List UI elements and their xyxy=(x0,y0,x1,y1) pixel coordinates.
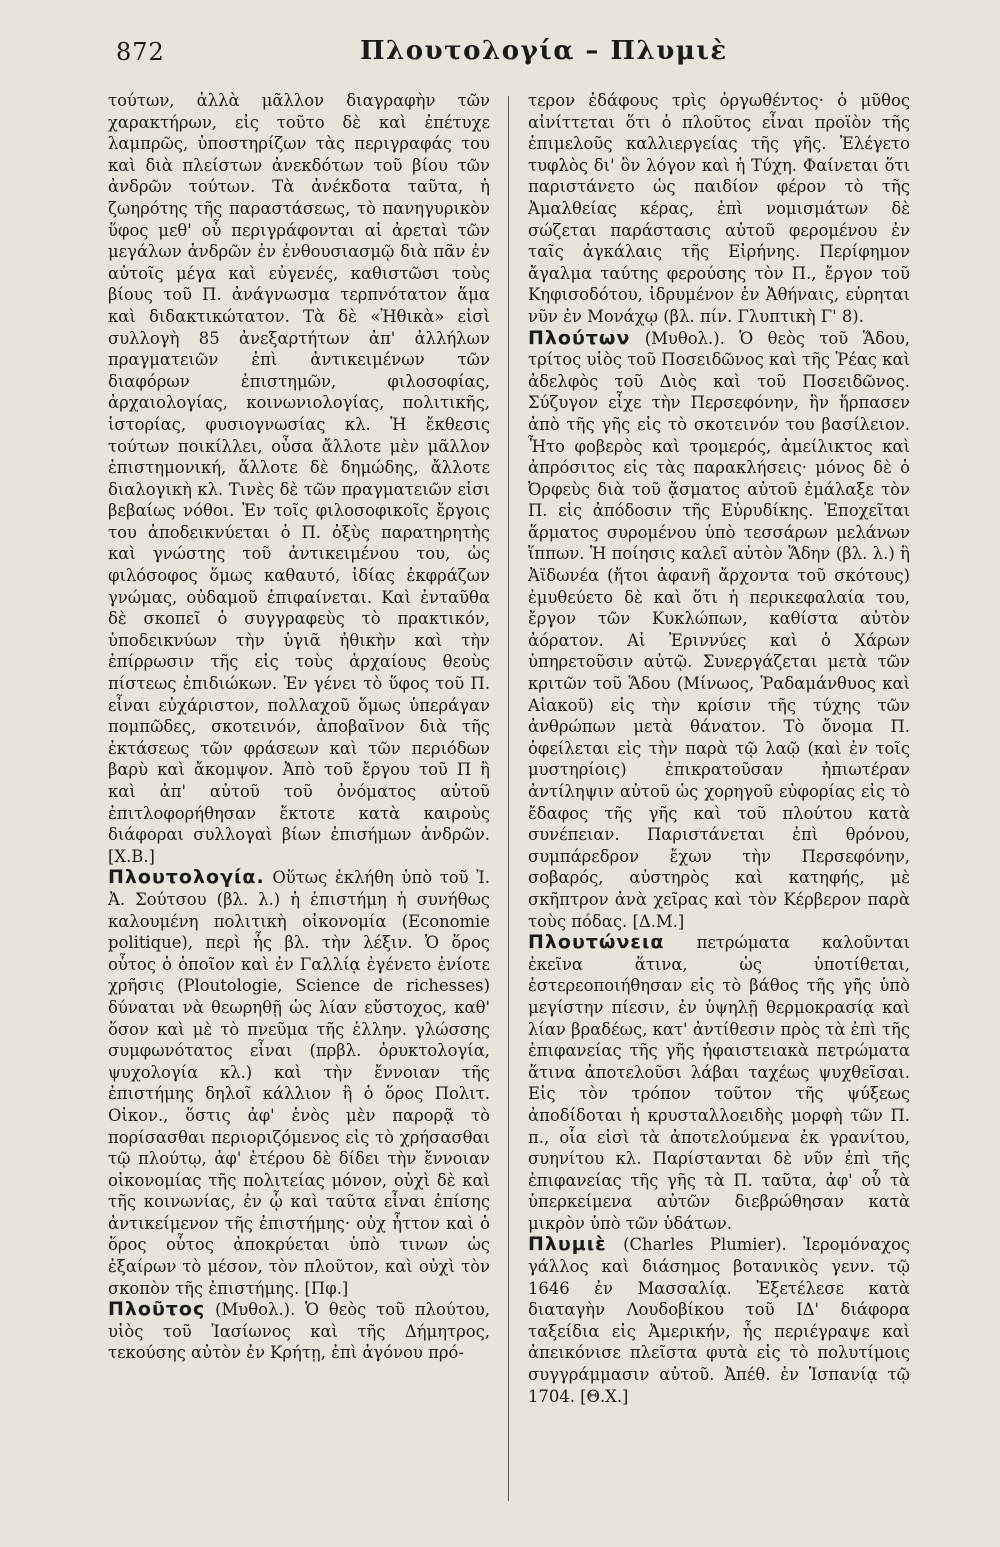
entry-text: (Μυθολ.). Ὁ θεὸς τοῦ πλούτου, υἱὸς τοῦ Ἰασίωνος καὶ τῆς Δήμητρος, τεκούσης αὐτὸν ἐν Κρήτῃ, ἐπὶ ἀγόνου πρό- xyxy=(108,1300,490,1363)
entry-ploutos xyxy=(108,1299,490,1364)
headword: Πλοῦτος xyxy=(108,1298,206,1321)
continuation-text: τερον ἐδάφους τρὶς ὀργωθέντος· ὁ μῦθος αἰνίττεται ὅτι ὁ πλοῦτος εἶναι προϊὸν τῆς ἐπιμελοῦς καλλιεργείας τῆς γῆς. Ἐλέγετο τυφλὸς δι' ὃν λόγον καὶ ἡ Τύχη. Φαίνεται ὅτι παριστάνετο ὡς παιδίον φέρον τὸ τῆς Ἀμαλθείας κέρας, ἐπὶ νομισμάτων δὲ σώζεται παράστασις αὐτοῦ φερομένου ἐν ταῖς ἀγκάλαις τῆς Εἰρήνης. Περίφημον ἄγαλμα ταύτης φερούσης τὸν Π., ἔργον τοῦ Κηφισοδότου, ἱδρυμένον ἐν Ἀθήναις, εὑρηται νῦν ἐν Μονάχῳ (βλ. πίν. Γλυπτικὴ Γ' 8). xyxy=(528,91,910,326)
headword: Πλουτώνεια xyxy=(528,931,665,954)
entry-plouton xyxy=(528,328,910,933)
continuation-text: τούτων, ἀλλὰ μᾶλλον διαγραφὴν τῶν χαρακτήρων, εἰς τοῦτο δὲ καὶ ἐπέτυχε λαμπρῶς, ὑποστηρίζων τὰς περιγραφάς του καὶ διὰ πλείστων ἀνεκδότων τοῦ βίου τῶν ἀνδρῶν τούτων. Τὰ ἀνέκδοτα ταῦτα, ἡ ζωηρότης τῆς παραστάσεως, τὸ πανηγυρικὸν ὕφος μεθ' οὗ περιγράφονται αἱ ἀρεταὶ τῶν μεγάλων ἀνδρῶν ἐν ἐνθουσιασμῷ διὰ πᾶν ἐν αὐτοῖς μέγα καὶ εὐγενές, καθιστῶσι τοὺς βίους τοῦ Π. ἀνάγνωσμα τερπνότατον ἅμα καὶ διδακτικώτατον. Τὰ δὲ «Ἠθικὰ» εἰσὶ συλλογὴ 85 ἀνεξαρτήτων ἀπ' ἀλλήλων πραγματειῶν ἐπὶ ἀντικειμένων τῶν διαφόρων ἐπιστημῶν, φιλοσοφίας, ἀρχαιολογίας, κοινωνιολογίας, πολιτικῆς, ἱστορίας, φυσιογνωσίας κλ. Ἡ ἔκθεσις τούτων ποικίλλει, οὖσα ἄλλοτε μὲν μᾶλλον ἐπιστημονική, ἄλλοτε δὲ δημώδης, ἄλλοτε διαλογικὴ κλ. Τινὲς δὲ τῶν πραγματειῶν εἰσι βεβαίως νόθοι. Ἐν τοῖς φιλοσοφικοῖς ἔργοις του ἀποδεικνύεται ὁ Π. ὀξὺς παρατηρητὴς καὶ γνώστης τοῦ ἀντικειμένου του, ὡς φιλόσοφος ὅμως καθαυτό, ἰδίας ἐκφράζων γνώμας, οὐδαμοῦ ἐπιφαίνεται. Καὶ ἐνταῦθα δὲ σκοπεῖ ὁ συγγραφεὺς τὸ πρακτικόν, ὑποδεικνύων τὴν ὑγιᾶ ἠθικὴν καὶ τὴν ἐπίρρωσιν τῆς εἰς τοὺς ἀρχαίους θεοὺς πίστεως ἐπιδιώκων. Ἐν γένει τὸ ὕφος τοῦ Π. εἶναι εὐχάριστον, πολλαχοῦ ὅμως ὑπεράγαν πομπῶδες, σκοτεινόν, ἀποβαῖνον διὰ τῆς ἐκτάσεως τῶν φράσεων καὶ τῶν περιόδων βαρὺ καὶ ἄκομψον. Ἀπὸ τοῦ ἔργου τοῦ Π ἢ καὶ ἀπ' αὐτοῦ τοῦ ὀνόματος αὐτοῦ ἐπιτλοφορήθησαν ἔκτοτε κατὰ καιροὺς διάφοραι συλλογαὶ βίων ἐπισήμων ἀνδρῶν. [Χ.Β.] xyxy=(108,91,490,866)
headword: Πλυμιὲ xyxy=(528,1233,607,1256)
running-head: Πλουτολογία – Πλυμιὲ xyxy=(360,36,728,66)
headword: Πλουτολογία. xyxy=(108,866,265,889)
entry-ploutoneia xyxy=(528,932,910,1234)
entry-text: (Μυθολ.). Ὁ θεὸς τοῦ Ἅδου, τρίτος υἱὸς τοῦ Ποσειδῶνος καὶ τῆς Ῥέας καὶ ἀδελφὸς τοῦ Διὸς καὶ τοῦ Ποσειδῶνος. Σύζυγον εἶχε τὴν Περσεφόνην, ἣν ἥρπασεν ἀπὸ τῆς γῆς εἰς τὸ σκοτεινόν του βασίλειον. Ἦτο φοβερὸς καὶ τρομερός, ἀμείλικτος καὶ ἀπρόσιτος εἰς τὰς παρακλήσεις· μόνος δὲ ὁ Ὀρφεὺς διὰ τοῦ ᾄσματος αὐτοῦ ἐμάλαξε τὸν Π. εἰς ἀπόδοσιν τῆς Εὐρυδίκης. Ἐποχεῖται ἅρματος συρομένου ὑπὸ τεσσάρων μελάνων ἵππων. Ἡ ποίησις καλεῖ αὐτὸν Ἅδην (βλ. λ.) ἢ Ἀϊδωνέα (ἤτοι ἀφανῆ ἄρχοντα τοῦ σκότους) ἐμυθεύετο δὲ καὶ ὅτι ἡ περικεφαλαία του, ἔργον τῶν Κυκλώπων, καθίστα αὐτὸν ἀόρατον. Αἱ Ἐριννύες καὶ ὁ Χάρων ὑπηρετοῦσιν αὐτῷ. Συνεργάζεται μετὰ τῶν κριτῶν τοῦ Ἅδου (Μίνωος, Ῥαδαμάνθυος καὶ Αἰακοῦ) εἰς τὴν κρίσιν τῆς τύχης τῶν ἀνθρώπων μετὰ θάνατον. Τὸ ὄνομα Π. ὀφείλεται εἰς τὴν παρὰ τῷ λαῷ (καὶ ἐν τοῖς μυστηρίοις) ἐπικρατοῦσαν ἠπιωτέραν ἀντίληψιν αὐτοῦ ὡς χορηγοῦ εὐφορίας εἰς τὸ ἔδαφος τῆς γῆς καὶ τοῦ πλούτου κατὰ συνέπειαν. Παριστάνεται ἐπὶ θρόνου, συμπάρεδρον ἔχων τὴν Περσεφόνην, σοβαρός, αὐστηρὸς καὶ κατηφής, μὲ σκῆπτρον ἀνὰ χεῖρας καὶ τὸν Κέρβερον παρὰ τοὺς πόδας. [Δ.Μ.] xyxy=(528,328,910,931)
entry-text: Οὕτως ἐκλήθη ὑπὸ τοῦ Ἰ. Ἀ. Σούτσου (βλ. λ.) ἡ ἐπιστήμη ἡ συνήθως καλουμένη πολιτικὴ οἰκονομία (Economie politique), περὶ ἧς βλ. τὴν λέξιν. Ὁ ὅρος οὗτος ὁ ὁποῖον καὶ ἐν Γαλλίᾳ ἐγένετο ἐνίοτε χρῆσις (Ploutologie, Science de richesses) δύναται νὰ θεωρηθῇ ὡς λίαν εὔστοχος, καθ' ὅσον καὶ μὲ τὸ πνεῦμα τῆς ἑλλην. γλώσσης συμφωνότατος εἶναι (πρβλ. ὀρυκτολογία, ψυχολογία κλ.) καὶ τὴν ἔννοιαν τῆς ἐπιστήμης δηλοῖ κάλλιον ἢ ὁ ὅρος Πολιτ. Οἰκον., ὅστις ἀφ' ἑνὸς μὲν παρορᾷ τὸ πορίσασθαι περιοριζόμενος εἰς τὸ χρήσασθαι τῷ πλούτῳ, ἀφ' ἑτέρου δὲ δίδει τὴν ἔννοιαν οἰκονομίας τῆς πολιτείας μόνον, οὐχὶ δὲ καὶ τῆς κοινωνίας, ἐν ᾧ καὶ ταῦτα εἶναι ἐπίσης ἀντικείμενον τῆς ἐπιστήμης· οὐχ ἧττον καὶ ὁ ὅρος οὗτος ἀποκρύεται ὑπὸ τινων ὡς ἐξαίρων τὸ μέσον, τὸν πλοῦτον, καὶ οὐχὶ τὸν σκοπὸν τῆς ἐπιστήμης. [Πφ.] xyxy=(108,868,490,1298)
page-number: 872 xyxy=(116,38,165,66)
column-divider xyxy=(508,96,509,1501)
right-column xyxy=(528,90,910,1510)
entry-text: πετρώματα καλοῦνται ἐκεῖνα ἅτινα, ὡς ὑποτίθεται, ἐστερεοποιήθησαν εἰς τὸ βάθος τῆς γῆς ὑπὸ μεγίστην πίεσιν, ἐν ὑψηλῇ θερμοκρασίᾳ καὶ λίαν βραδέως, κατ' ἀντίθεσιν πρὸς τὰ ἐπὶ τῆς ἐπιφανείας τῆς γῆς ἠφαιστειακὰ πετρώματα ἅτινα ἀποτελοῦσι λάβαι ταχέως ψυχθεῖσαι. Εἰς τὸν τρόπον τοῦτον τῆς ψύξεως ἀποδίδοται ἡ κρυσταλλοειδὴς μορφὴ τῶν Π. π., οἷα εἰσὶ τὰ ἀποτελούμενα ἐκ γρανίτου, συηνίτου κλ. Παρίστανται δὲ νῦν ἐπὶ τῆς ἐπιφανείας τῆς γῆς τὰ Π. ταῦτα, ἀφ' οὗ τὰ ὑπερκείμενα αὐτῶν διεβρώθησαν κατὰ μικρὸν ὑπὸ τῶν ὑδάτων. xyxy=(528,933,910,1233)
entry-plumier xyxy=(528,1234,910,1407)
entry-ploutologia xyxy=(108,867,490,1299)
left-column xyxy=(108,90,490,1510)
headword: Πλούτων xyxy=(528,326,631,349)
entry-text: (Charles Plumier). Ἱερομόναχος γάλλος καὶ διάσημος βοτανικὸς γενν. τῷ 1646 ἐν Μασσαλίᾳ. Ἐξετέλεσε κατὰ διαταγὴν Λουδοβίκου τοῦ ΙΔ' διάφορα ταξείδια εἰς Ἀμερικήν, ἧς περιέγραψε καὶ ἀπεικόνισε πλεῖστα φυτὰ εἰς τὸ πολυτίμοις συγγράμμασιν αὐτοῦ. Ἀπέθ. ἐν Ἱσπανίᾳ τῷ 1704. [Θ.Χ.] xyxy=(528,1235,910,1406)
